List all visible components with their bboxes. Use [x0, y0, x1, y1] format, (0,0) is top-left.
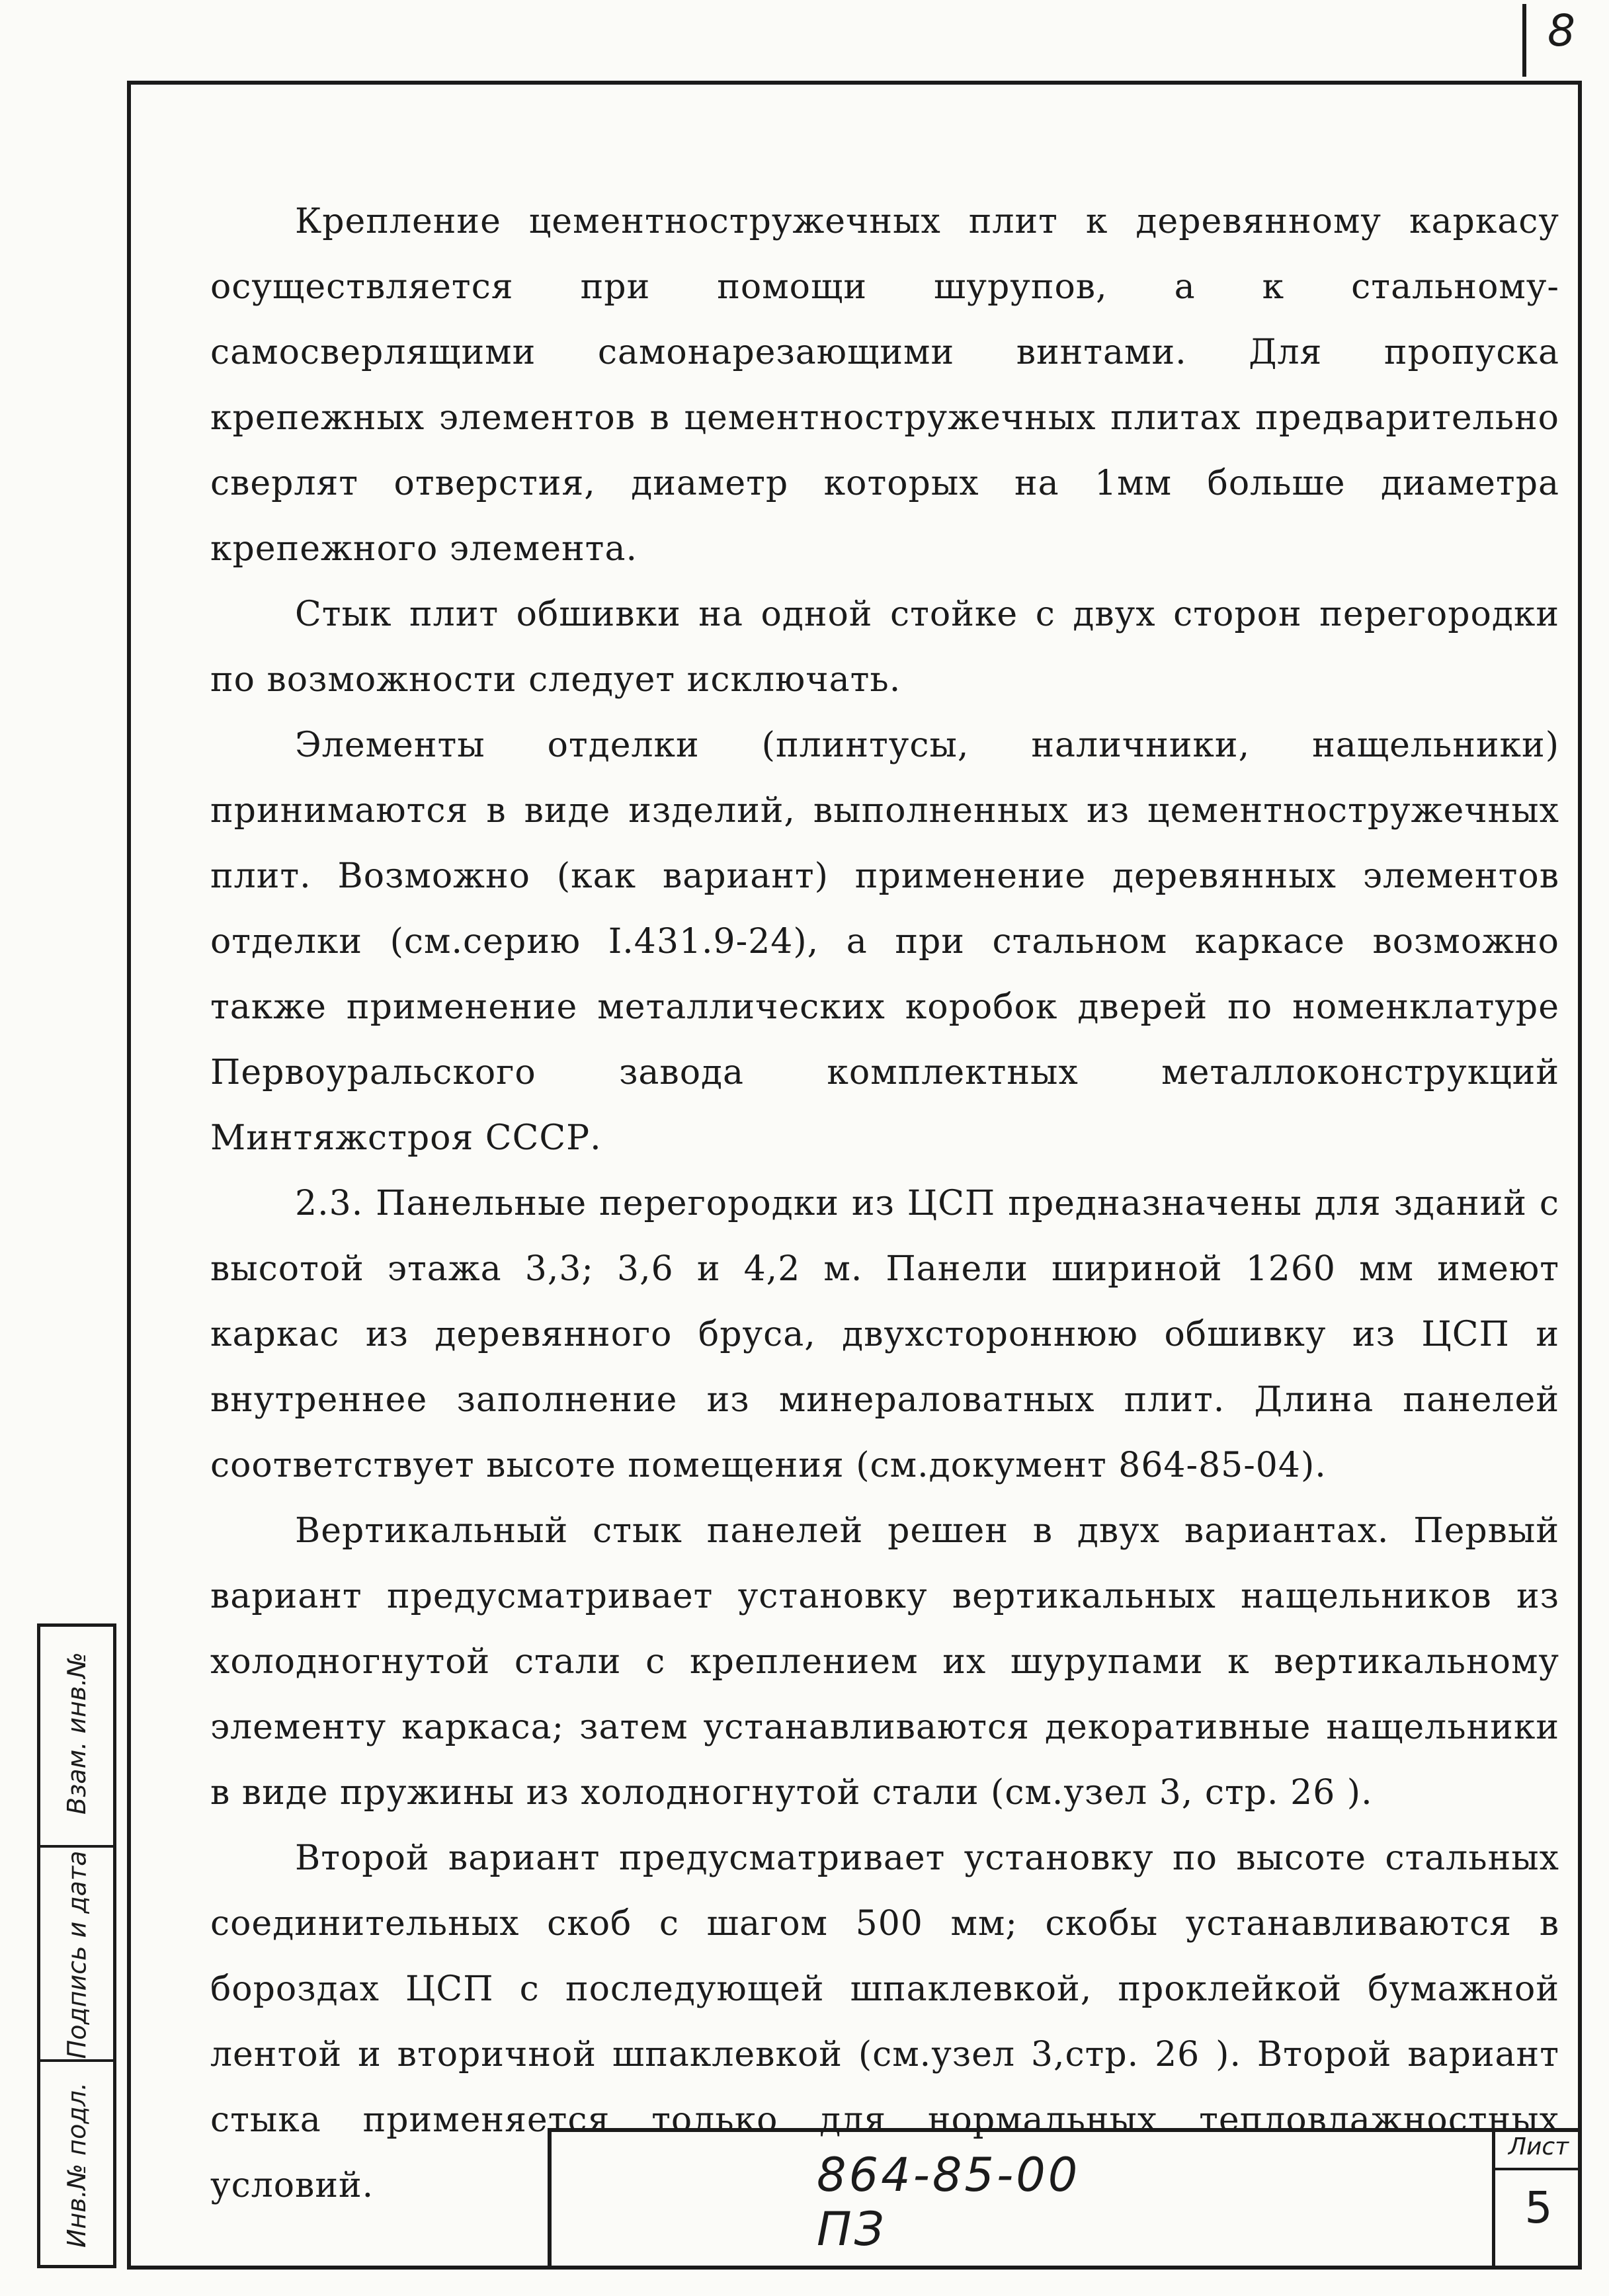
sheet-number: 5	[1524, 2182, 1553, 2233]
side-stamp-cell	[40, 1845, 113, 2062]
document-body	[210, 189, 1559, 2219]
page-corner-number: 8	[1547, 5, 1575, 56]
paragraph: Вертикальный стык панелей решен в двух вариантах. Первый вариант предусматривает установку вертикальных нащельников из холодногнутой стали с креплением их шурупами к вертикальному элементу каркаса; затем устанавливаются декоративные нащельники в виде пружины из холодногнутой стали (см.узел 3, стр. 26 ).	[210, 1511, 1559, 1813]
paragraph: Стык плит обшивки на одной стойке с двух сторон перегородки по возможности следует исключать.	[210, 594, 1559, 700]
side-stamp-label: Инв.№ подл.	[62, 2082, 91, 2248]
paragraph: Элементы отделки (плинтусы, наличники, нащельники) принимаются в виде изделий, выполненных из цементностружечных плит. Возможно (как вариант) применение деревянных элементов отделки (см.серию I.431.9-24), а при стальном каркасе возможно также применение металлических коробок дверей по номенклатуре Первоуральского завода комплектных металлоконструкций Минтяжстроя СССР.	[210, 725, 1559, 1158]
side-stamp	[37, 1623, 116, 2268]
sheet-divider	[1495, 2168, 1582, 2170]
paragraph: 2.3. Панельные перегородки из ЦСП предназначены для зданий с высотой этажа 3,3; 3,6 и 4,2 м. Панели шириной 1260 мм имеют каркас из деревянного бруса, двухстороннюю обшивку из ЦСП и внутреннее заполнение из минераловатных плит. Длина панелей соответствует высоте помещения (см.документ 864-85-04).	[210, 1184, 1559, 1485]
side-stamp-cell	[40, 2059, 113, 2268]
corner-divider	[1522, 4, 1526, 77]
sheet-box	[1492, 2128, 1582, 2270]
side-stamp-label: Подпись и дата	[62, 1850, 92, 2059]
side-stamp-label: Взам. инв.№	[62, 1652, 91, 1815]
paragraph: Второй вариант предусматривает установку по высоте стальных соединительных скоб с шагом 500 мм; скобы устанавливаются в бороздах ЦСП с последующей шпаклевкой, проклейкой бумажной лентой и вторичной шпаклевкой (см.узел 3,стр. 26 ). Второй вариант стыка применяется только для нормальных тепловлажностных условий.	[210, 1838, 1559, 2205]
side-stamp-cell	[40, 1624, 113, 1842]
paragraph: Крепление цементностружечных плит к деревянному каркасу осуществляется при помощи шурупов, а к стальному- самосверлящими самонарезающими винтами. Для пропуска крепежных элементов в цементностружечных плитах предварительно сверлят отверстия, диаметр которых на 1мм больше диаметра крепежного элемента.	[210, 202, 1559, 569]
document-code: 864-85-00 ПЗ	[817, 2148, 1081, 2256]
sheet-label: Лист	[1508, 2133, 1569, 2160]
